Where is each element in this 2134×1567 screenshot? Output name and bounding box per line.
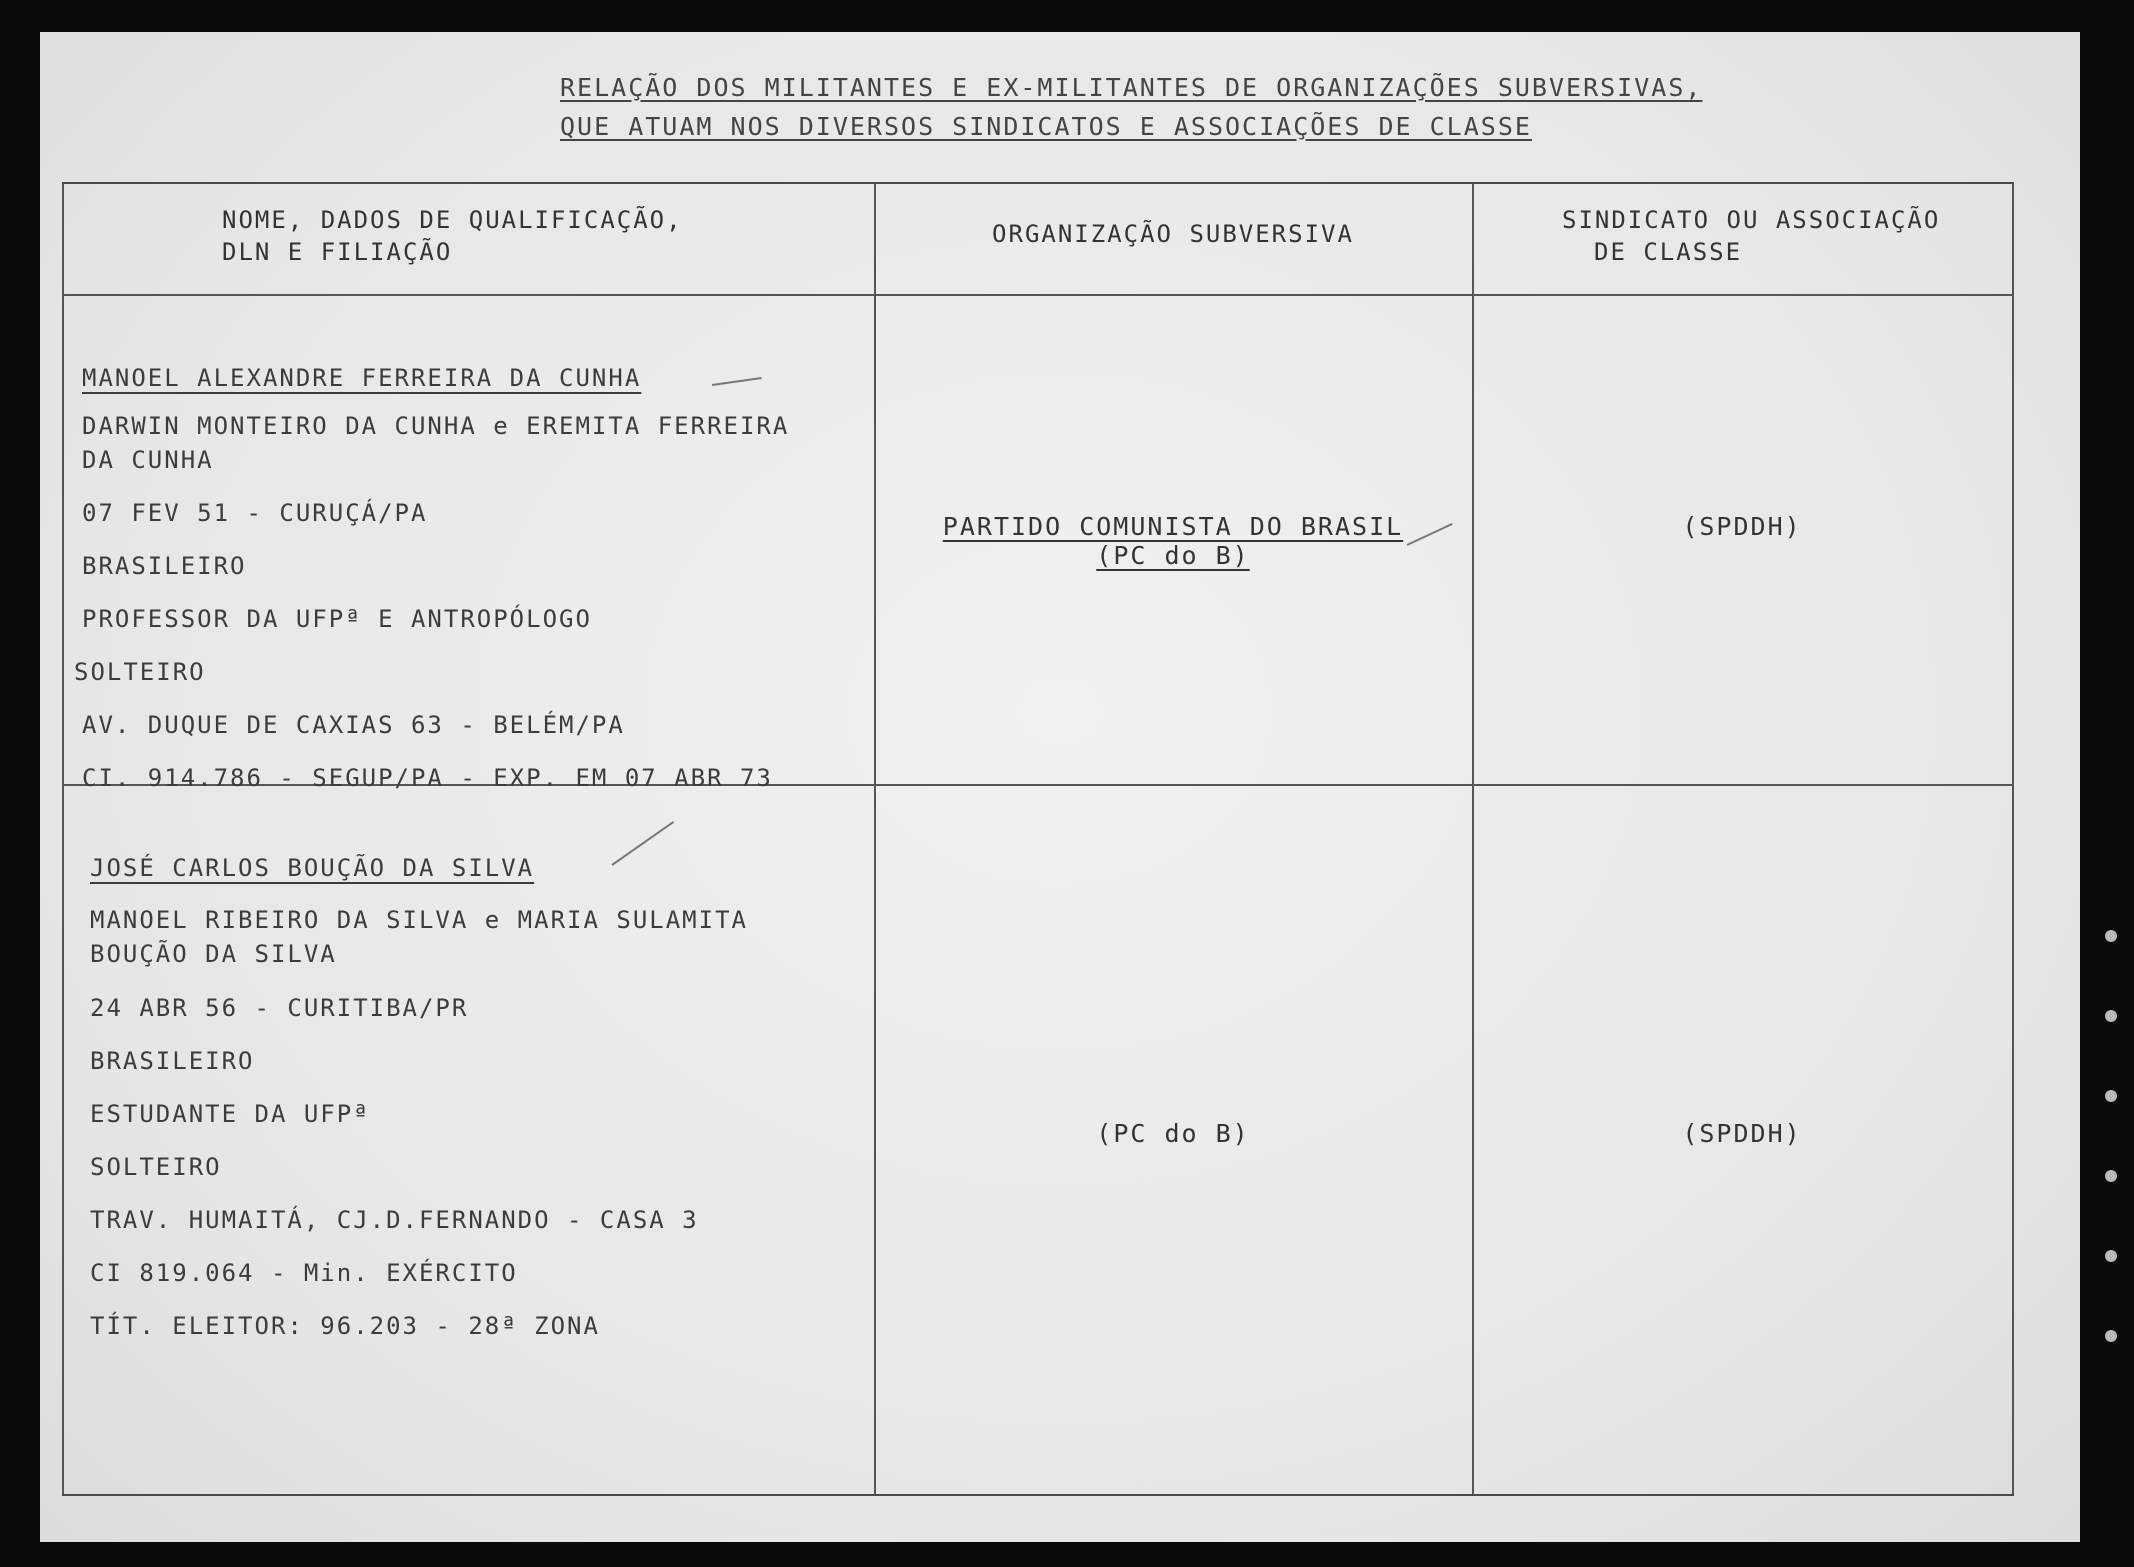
records-table	[62, 182, 2014, 1496]
punch-hole	[2105, 1090, 2117, 1102]
column-divider-1	[874, 184, 876, 1494]
union-cell: (SPDDH)	[1682, 512, 1802, 541]
table-left-border	[62, 184, 64, 1494]
profession: ESTUDANTE DA UFPª	[90, 1100, 370, 1128]
voter-id: TÍT. ELEITOR: 96.203 - 28ª ZONA	[90, 1312, 600, 1340]
parents-line-1: DARWIN MONTEIRO DA CUNHA e EREMITA FERREIRA	[82, 412, 790, 440]
header-col-name-line2: DLN E FILIAÇÃO	[222, 238, 453, 266]
nationality: BRASILEIRO	[82, 552, 247, 580]
nationality: BRASILEIRO	[90, 1047, 255, 1075]
organization-cell	[874, 512, 1472, 570]
organization-abbrev: (PC do B)	[1096, 541, 1250, 570]
address: AV. DUQUE DE CAXIAS 63 - BELÉM/PA	[82, 711, 625, 739]
header-col-name	[222, 204, 742, 268]
header-col-name-line1: NOME, DADOS DE QUALIFICAÇÃO,	[222, 206, 683, 234]
title-line-2: QUE ATUAM NOS DIVERSOS SINDICATOS E ASSOCIAÇÕES DE CLASSE	[560, 112, 1532, 141]
check-mark	[712, 377, 762, 386]
identity-document: CI. 914.786 - SEGUP/PA - EXP. EM 07 ABR 73	[82, 764, 773, 792]
parents-line-1: MANOEL RIBEIRO DA SILVA e MARIA SULAMITA	[90, 906, 748, 934]
check-mark	[611, 821, 674, 866]
identity-document: CI 819.064 - Min. EXÉRCITO	[90, 1259, 518, 1287]
punch-hole	[2105, 930, 2117, 942]
header-divider	[62, 294, 2012, 296]
header-col-union-line1: SINDICATO OU ASSOCIAÇÃO	[1562, 206, 1941, 234]
address: TRAV. HUMAITÁ, CJ.D.FERNANDO - CASA 3	[90, 1206, 699, 1234]
document-page	[40, 32, 2080, 1542]
title-line-1: RELAÇÃO DOS MILITANTES E EX-MILITANTES DE ORGANIZAÇÕES SUBVERSIVAS,	[560, 73, 1703, 102]
civil-status: SOLTEIRO	[90, 1153, 222, 1181]
punch-hole	[2105, 1330, 2117, 1342]
header-col-organization: ORGANIZAÇÃO SUBVERSIVA	[992, 220, 1354, 248]
header-col-union-line2: DE CLASSE	[1594, 238, 1743, 266]
birth-info: 07 FEV 51 - CURUÇÁ/PA	[82, 499, 428, 527]
organization-name: PARTIDO COMUNISTA DO BRASIL	[942, 512, 1404, 541]
organization-cell: (PC do B)	[1096, 1119, 1250, 1148]
punch-hole	[2105, 1250, 2117, 1262]
column-divider-2	[1472, 184, 1474, 1494]
person-name: JOSÉ CARLOS BOUÇÃO DA SILVA	[90, 854, 535, 882]
person-name: MANOEL ALEXANDRE FERREIRA DA CUNHA	[82, 364, 642, 392]
table-right-border	[2012, 184, 2014, 1494]
profession: PROFESSOR DA UFPª E ANTROPÓLOGO	[82, 605, 592, 633]
punch-hole	[2105, 1170, 2117, 1182]
punch-hole	[2105, 1010, 2117, 1022]
birth-info: 24 ABR 56 - CURITIBA/PR	[90, 994, 469, 1022]
header-col-union	[1562, 204, 1982, 268]
document-title	[560, 68, 1810, 146]
civil-status: SOLTEIRO	[74, 658, 206, 686]
parents-line-2: BOUÇÃO DA SILVA	[90, 940, 337, 968]
union-cell: (SPDDH)	[1682, 1119, 1802, 1148]
parents-line-2: DA CUNHA	[82, 446, 214, 474]
